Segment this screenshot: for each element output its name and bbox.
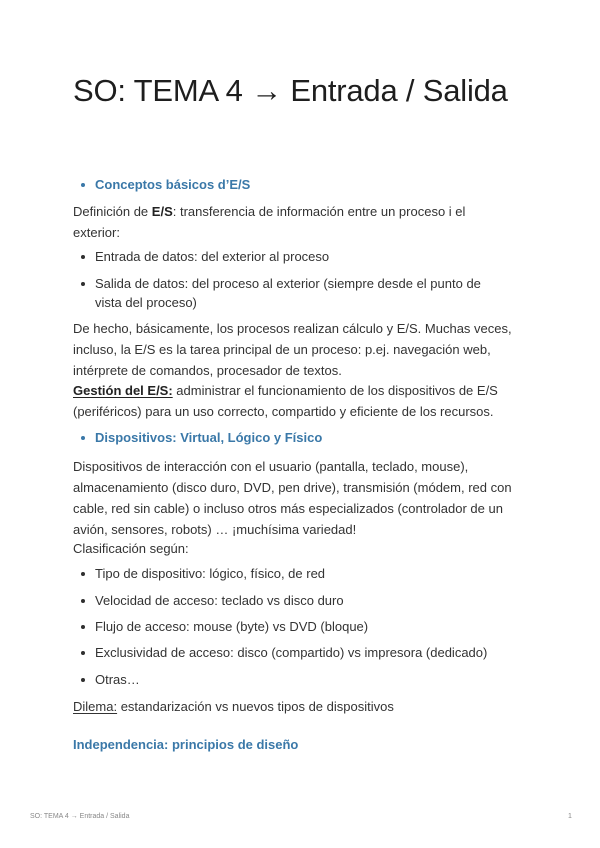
definition-text: : transferencia de información entre un proceso i el exterior: (73, 204, 466, 240)
gestion-label: Gestión del E/S: (73, 383, 173, 398)
list-item: Tipo de dispositivo: lógico, físico, de red (95, 564, 513, 583)
list-item: Velocidad de acceso: teclado vs disco duro (95, 591, 513, 610)
definition-term: E/S (151, 204, 173, 219)
paragraph-dispositivos: Dispositivos de interacción con el usuario (pantalla, teclado, mouse), almacenamiento (disco duro, DVD, pen drive), transmisión (módem, red con cable, red sin cable) o incluso otros más especializados (controlador de un avión, sensores, robots) … ¡muchísima variedad! (73, 459, 512, 537)
section-heading-conceptos: Conceptos básicos d’E/S (95, 175, 513, 194)
section-heading-independencia: Independencia: principios de diseño (73, 737, 299, 752)
paragraph-calculo: De hecho, básicamente, los procesos realizan cálculo y E/S. Muchas veces, incluso, la E/S es la tarea principal de un proceso: p.ej. navegación web, intérprete de comandos, procesador de textos. (73, 321, 512, 378)
section-heading-dispositivos: Dispositivos: Virtual, Lógico y Físico (95, 428, 513, 447)
definition-paragraph (73, 201, 513, 243)
dilema-text: estandarización vs nuevos tipos de dispositivos (117, 699, 394, 714)
footer-page-number: 1 (568, 813, 572, 820)
clasificacion-label: Clasificación según: (73, 541, 189, 556)
list-item: Salida de datos: del proceso al exterior (siempre desde el punto de vista del proceso) (95, 274, 505, 312)
list-item: Entrada de datos: del exterior al proceso (95, 247, 513, 266)
list-item: Flujo de acceso: mouse (byte) vs DVD (bloque) (95, 617, 513, 636)
gestion-text: administrar el funcionamiento de los dispositivos de E/S (periféricos) para un uso correcto, compartido y eficiente de los recursos. (73, 383, 498, 419)
page-title: SO: TEMA 4 → Entrada / Salida (73, 73, 508, 108)
definition-prefix: Definición de (73, 204, 152, 219)
list-item: Otras… (95, 670, 513, 689)
dilema-paragraph (73, 696, 533, 717)
dilema-label: Dilema: (73, 699, 118, 714)
list-item: Exclusividad de acceso: disco (compartido) vs impresora (dedicado) (95, 643, 513, 662)
footer-title: SO: TEMA 4 → Entrada / Salida (30, 813, 130, 820)
gestion-paragraph (73, 380, 533, 422)
